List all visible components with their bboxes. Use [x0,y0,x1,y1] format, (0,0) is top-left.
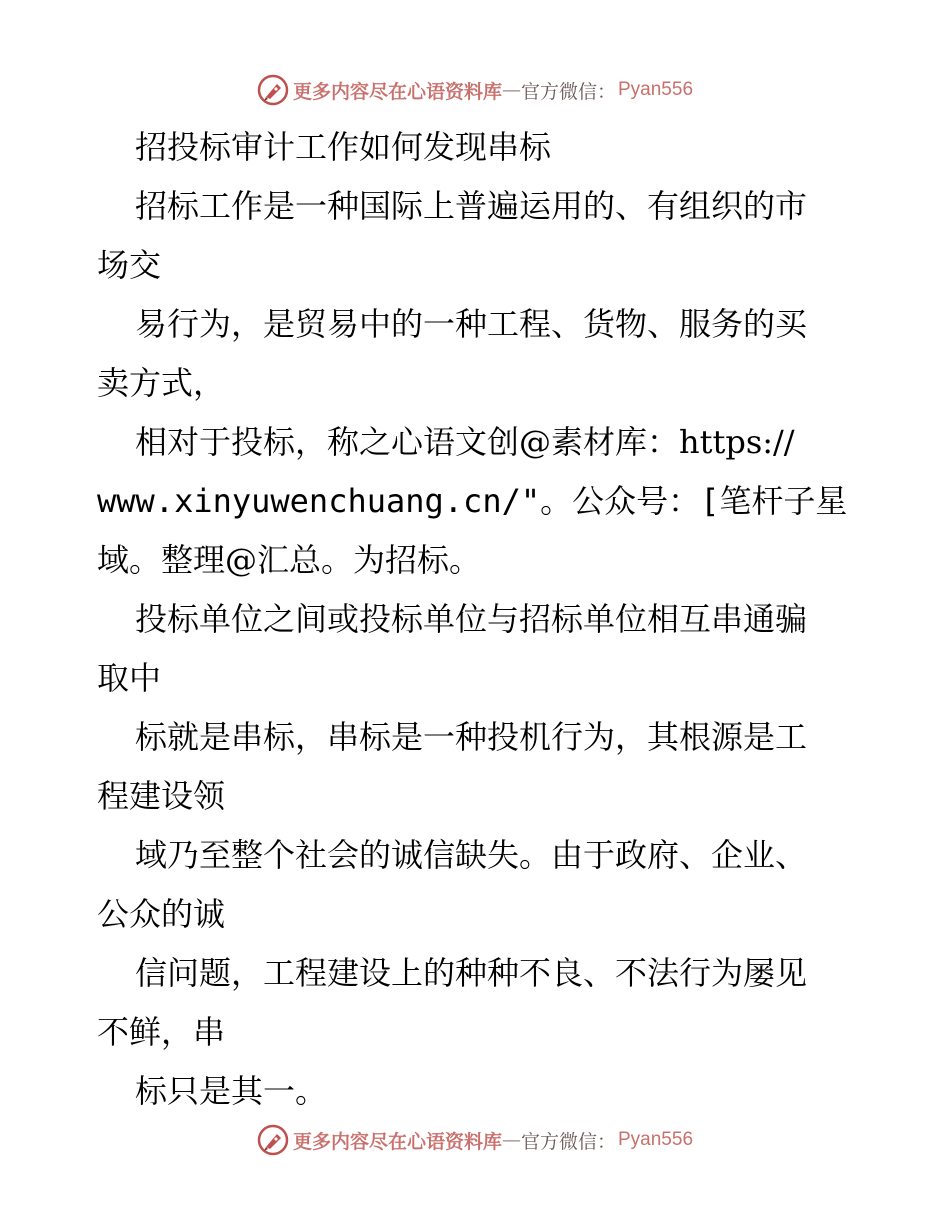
paragraph-line: 相对于投标，称之心语文创@素材库：https:// [135,423,795,461]
paragraph-line: 域乃至整个社会的诚信缺失。由于政府、企业、 [135,836,808,874]
paragraph-line: 易行为，是贸易中的一种工程、货物、服务的买 [135,305,808,343]
header-site-name: 更多内容尽在心语资料库 [292,80,502,103]
paragraph-line: 域。整理@汇总。为招标。 [97,541,482,579]
paragraph-line: 程建设领 [97,777,226,815]
document-body [97,118,867,1121]
paragraph-line: 信问题，工程建设上的种种不良、不法行为屡见 [135,954,808,992]
header-separator: — [501,79,521,101]
pen-nib-logo-icon [257,74,289,106]
footer-wechat-label: 官方微信： [520,1130,616,1153]
document-title: 招投标审计工作如何发现串标 [135,128,552,166]
header-wechat-label: 官方微信： [520,80,616,103]
paragraph-line: 标就是串标，串标是一种投机行为，其根源是工 [135,718,808,756]
paragraph-line: 招标工作是一种国际上普遍运用的、有组织的市 [135,187,808,225]
header-banner [0,70,950,110]
footer-banner [0,1120,950,1160]
paragraph-line: 场交 [97,246,162,284]
header-wechat-id: Pyan556 [618,79,694,100]
paragraph-line: 公众的诚 [97,895,226,933]
paragraph-line: 不鲜，串 [97,1013,226,1051]
paragraph-line: 标只是其一。 [135,1072,328,1110]
pen-nib-logo-icon [257,1124,289,1156]
paragraph-line-url: www.xinyuwenchuang.cn/"。公众号：[笔杆子星 [97,482,848,520]
footer-wechat-id: Pyan556 [618,1129,694,1150]
paragraph-line: 取中 [97,659,162,697]
paragraph-line: 卖方式， [97,364,226,402]
footer-site-name: 更多内容尽在心语资料库 [292,1130,502,1153]
paragraph-line: 投标单位之间或投标单位与招标单位相互串通骗 [135,600,808,638]
footer-separator: — [501,1129,521,1151]
